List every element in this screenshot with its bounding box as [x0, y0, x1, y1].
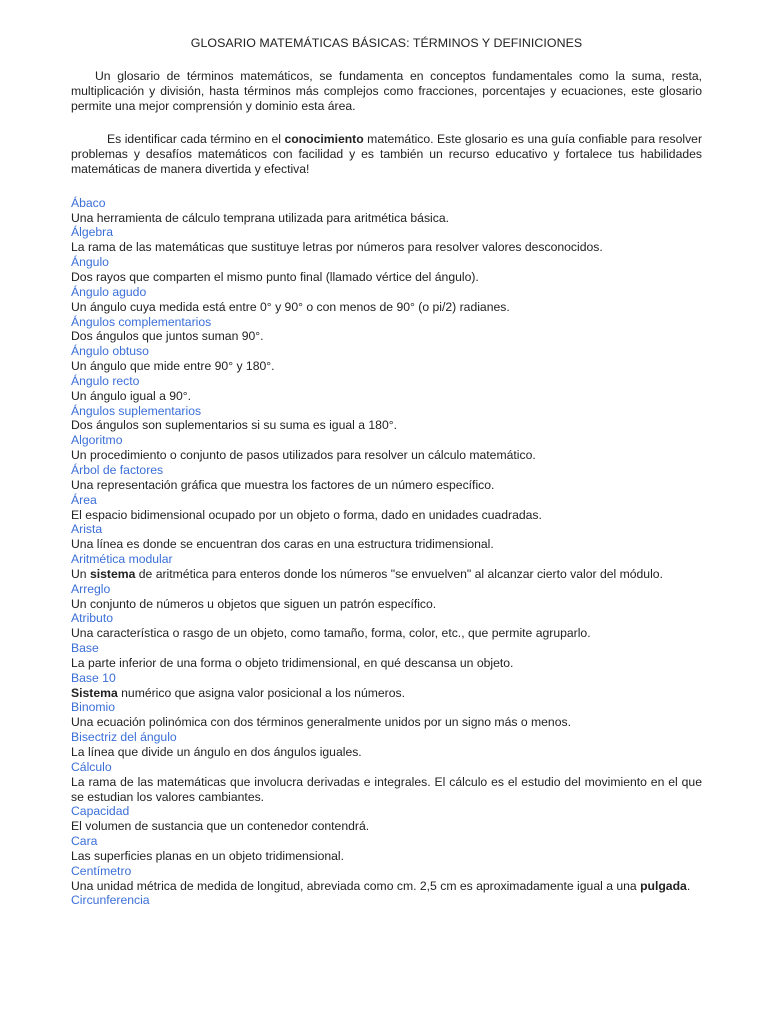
- text-run: Un conjunto de números u objetos que siguen un patrón específico.: [71, 596, 437, 611]
- glossary-term: Álgebra: [71, 225, 114, 240]
- text-run: Dos ángulos son suplementarios si su suma es igual a 180°.: [71, 418, 397, 433]
- glossary-entry: [71, 315, 702, 345]
- glossary-term: Ángulo recto: [71, 373, 140, 388]
- glossary-entry: [71, 433, 702, 463]
- text-run: Un ángulo que mide entre 90° y 180°.: [71, 359, 275, 374]
- glossary-definition: [71, 626, 702, 641]
- text-run: Es identificar cada término en el: [107, 132, 285, 147]
- glossary-entry: [71, 834, 702, 864]
- glossary-term: Arreglo: [71, 581, 111, 596]
- glossary-definition: [71, 879, 702, 894]
- glossary-term: Árbol de factores: [71, 462, 164, 477]
- glossary-term: Circunferencia: [71, 893, 150, 908]
- text-run: numérico que asigna valor posicional a los números.: [117, 685, 405, 700]
- text-run: El volumen de sustancia que un contenedor contendrá.: [71, 819, 370, 834]
- glossary-entry: [71, 804, 702, 834]
- text-run: La parte inferior de una forma o objeto tridimensional, en qué descansa un objeto.: [71, 655, 514, 670]
- glossary-entry: [71, 700, 702, 730]
- glossary-entry: [71, 493, 702, 523]
- glossary-definition: [71, 478, 702, 493]
- glossary-definition: [71, 656, 702, 671]
- glossary-term: Capacidad: [71, 804, 130, 819]
- text-run: Una línea es donde se encuentran dos caras en una estructura tridimensional.: [71, 537, 494, 552]
- glossary-entry: [71, 522, 702, 552]
- glossary-term: Área: [71, 492, 97, 507]
- text-run: Una característica o rasgo de un objeto, como tamaño, forma, color, etc., que permite agruparlo.: [71, 626, 591, 641]
- text-run: .: [686, 878, 691, 893]
- glossary-definition: [71, 211, 702, 226]
- glossary-entry: [71, 463, 702, 493]
- glossary-term: Aritmética modular: [71, 552, 173, 567]
- text-run: Dos rayos que comparten el mismo punto final (llamado vértice del ángulo).: [71, 270, 479, 284]
- glossary-definition: [71, 686, 702, 701]
- text-run: Un procedimiento o conjunto de pasos utilizados para resolver un cálculo matemático.: [71, 448, 536, 463]
- glossary-definition: [71, 270, 702, 285]
- intro-paragraph: [71, 132, 702, 176]
- glossary-term: Binomio: [71, 700, 116, 715]
- glossary-term: Base 10: [71, 670, 116, 685]
- text-run: La rama de las matemáticas que involucra derivadas e integrales. El cálculo es el estudio del movimiento en el que se estudian los valores cambiantes.: [71, 774, 702, 804]
- text-run: Un: [71, 566, 90, 581]
- glossary-term: Cara: [71, 834, 98, 849]
- glossary-entry: [71, 404, 702, 434]
- text-run: La línea que divide un ángulo en dos ángulos iguales.: [71, 745, 362, 759]
- glossary-entry: [71, 344, 702, 374]
- glossary-definition: [71, 448, 702, 463]
- bold-text: sistema: [89, 566, 136, 581]
- glossary-term: Base: [71, 641, 99, 656]
- intro-paragraph: [71, 69, 702, 113]
- glossary-entry: [71, 285, 702, 315]
- glossary-entry: [71, 760, 702, 805]
- text-run: La rama de las matemáticas que sustituye letras por números para resolver valores desconocidos.: [71, 240, 603, 255]
- glossary-entry: [71, 641, 702, 671]
- glossary-term: Ábaco: [71, 195, 106, 210]
- glossary-term: Arista: [71, 522, 103, 537]
- glossary-entry: [71, 730, 702, 760]
- glossary-term: Ángulos complementarios: [71, 314, 212, 329]
- glossary-definition: [71, 537, 702, 552]
- glossary-definition: [71, 389, 702, 404]
- glossary-entry: [71, 582, 702, 612]
- glossary-term: Ángulo obtuso: [71, 344, 149, 359]
- glossary-entry: [71, 552, 702, 582]
- glossary-definition: [71, 359, 702, 374]
- glossary-definition: [71, 597, 702, 612]
- glossary-definition: [71, 567, 702, 582]
- intro-section: [71, 69, 702, 177]
- glossary-definition: [71, 775, 702, 805]
- glossary-term: Algoritmo: [71, 433, 123, 448]
- glossary-term: Ángulo: [71, 255, 109, 270]
- glossary-term: Atributo: [71, 611, 114, 626]
- text-run: Una unidad métrica de medida de longitud, abreviada como cm. 2,5 cm es aproximadamente igual a una: [71, 878, 641, 893]
- glossary-term: Cálculo: [71, 759, 112, 774]
- text-run: Una herramienta de cálculo temprana utilizada para aritmética básica.: [71, 210, 450, 225]
- glossary-definition: [71, 240, 702, 255]
- glossary-term: Ángulo agudo: [71, 284, 147, 299]
- text-run: de aritmética para enteros donde los números "se envuelven" al alcanzar cierto valor del módulo.: [135, 566, 663, 581]
- glossary-definition: [71, 745, 702, 760]
- glossary-definition: [71, 849, 702, 864]
- glossary-entry: [71, 225, 702, 255]
- bold-text: pulgada: [640, 878, 687, 893]
- glossary-definition: [71, 300, 702, 315]
- text-run: Una ecuación polinómica con dos términos generalmente unidos por un signo más o menos.: [71, 715, 571, 730]
- bold-text: conocimiento: [284, 132, 364, 147]
- glossary-definition: [71, 508, 702, 523]
- text-run: Un glosario de términos matemáticos, se fundamenta en conceptos fundamentales como la suma, resta, multiplicación y división, hasta términos más complejos como fracciones, porcentajes y ecuaciones, este glosario permite una mejor comprensión y dominio esta área.: [71, 69, 702, 113]
- glossary-list: [71, 196, 702, 909]
- glossary-term: Centímetro: [71, 863, 132, 878]
- glossary-definition: [71, 819, 702, 834]
- glossary-entry: [71, 864, 702, 894]
- glossary-entry: [71, 255, 702, 285]
- bold-text: Sistema: [71, 685, 118, 700]
- glossary-definition: [71, 329, 702, 344]
- text-run: Un ángulo cuya medida está entre 0° y 90° o con menos de 90° (o pi/2) radianes.: [71, 299, 510, 314]
- glossary-term: Bisectriz del ángulo: [71, 730, 177, 745]
- text-run: Un ángulo igual a 90°.: [71, 388, 192, 403]
- glossary-entry: [71, 893, 702, 908]
- glossary-definition: [71, 715, 702, 730]
- glossary-entry: [71, 196, 702, 226]
- glossary-definition: [71, 418, 702, 433]
- glossary-entry: [71, 671, 702, 701]
- text-run: matemático. Este glosario es una guía confiable para resolver problemas y desafíos matemáticos con facilidad y es también un recurso educativo y fortalece tus habilidades matemáticas de manera divertida y efectiva!: [71, 132, 703, 176]
- text-run: Las superficies planas en un objeto tridimensional.: [71, 848, 345, 863]
- text-run: Una representación gráfica que muestra los factores de un número específico.: [71, 477, 495, 492]
- text-run: El espacio bidimensional ocupado por un objeto o forma, dado en unidades cuadradas.: [71, 507, 542, 522]
- document-title: GLOSARIO MATEMÁTICAS BÁSICAS: TÉRMINOS Y DEFINICIONES: [190, 36, 583, 50]
- glossary-entry: [71, 374, 702, 404]
- glossary-entry: [71, 611, 702, 641]
- text-run: Dos ángulos que juntos suman 90°.: [71, 329, 264, 344]
- glossary-term: Ángulos suplementarios: [71, 403, 202, 418]
